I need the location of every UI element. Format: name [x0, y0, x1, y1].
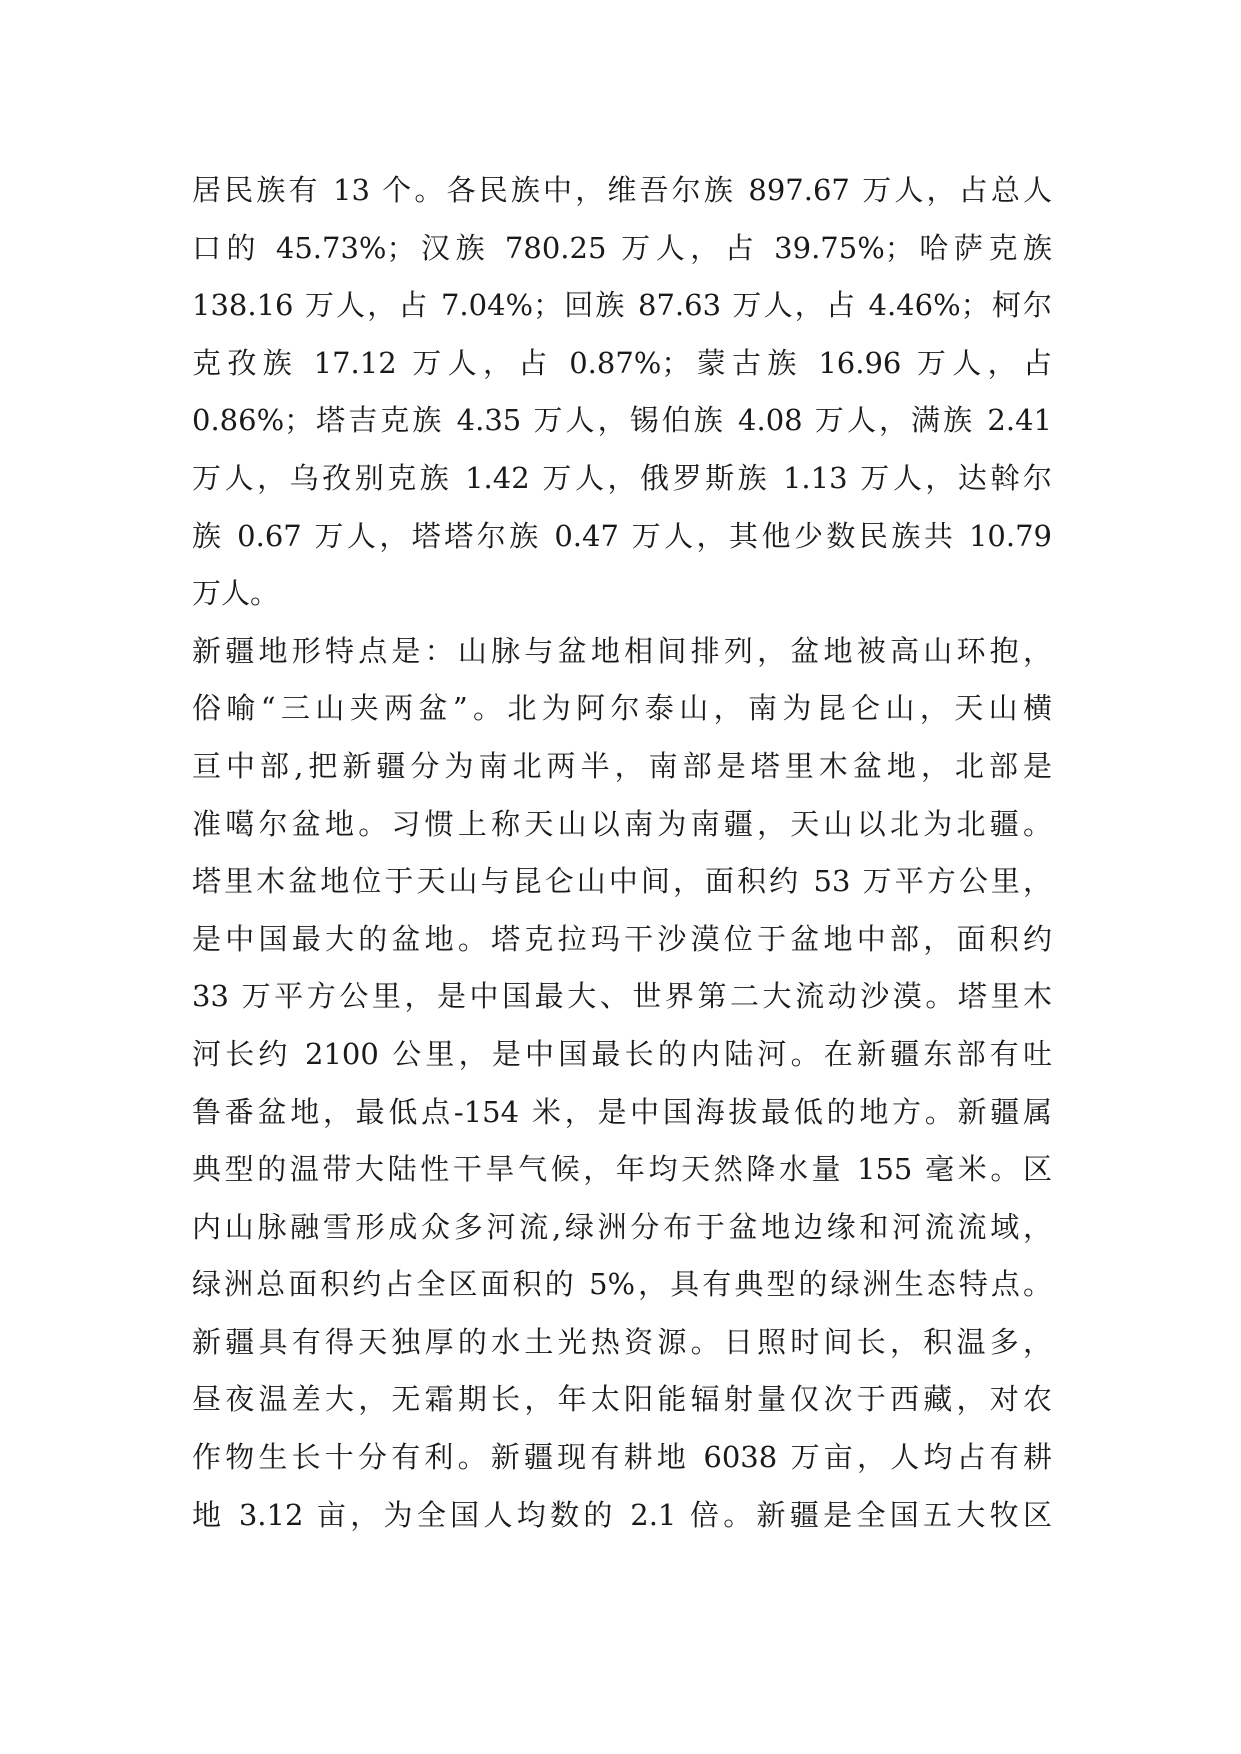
text-line: 亘中部,把新疆分为南北两半，南部是塔里木盆地，北部是: [192, 748, 1052, 783]
text-line: 万人。: [192, 576, 280, 611]
text-line: 新疆具有得天独厚的水土光热资源。日照时间长，积温多，: [192, 1324, 1052, 1359]
text-line: 河长约 2100 公里，是中国最长的内陆河。在新疆东部有吐: [192, 1036, 1052, 1071]
text-line: 俗喻“三山夹两盆”。北为阿尔泰山，南为昆仑山，天山横: [192, 691, 1052, 726]
text-line: 准噶尔盆地。习惯上称天山以南为南疆，天山以北为北疆。: [192, 806, 1052, 841]
text-line: 塔里木盆地位于天山与昆仑山中间，面积约 53 万平方公里，: [192, 864, 1052, 899]
text-line: 鲁番盆地，最低点-154 米，是中国海拔最低的地方。新疆属: [192, 1094, 1052, 1129]
text-line: 典型的温带大陆性干旱气候，年均天然降水量 155 毫米。区: [192, 1152, 1052, 1187]
text-line: 138.16 万人，占 7.04%；回族 87.63 万人，占 4.46%；柯尔: [192, 288, 1052, 323]
text-line: 绿洲总面积约占全区面积的 5%，具有典型的绿洲生态特点。: [192, 1267, 1052, 1302]
text-line: 作物生长十分有利。新疆现有耕地 6038 万亩，人均占有耕: [192, 1440, 1052, 1475]
text-line: 内山脉融雪形成众多河流,绿洲分布于盆地边缘和河流流域，: [192, 1209, 1052, 1244]
text-line: 地 3.12 亩，为全国人均数的 2.1 倍。新疆是全国五大牧区: [192, 1497, 1052, 1532]
text-line: 居民族有 13 个。各民族中，维吾尔族 897.67 万人，占总人: [192, 173, 1052, 207]
text-line: 昼夜温差大，无霜期长，年太阳能辐射量仅次于西藏，对农: [192, 1382, 1052, 1417]
text-line: 是中国最大的盆地。塔克拉玛干沙漠位于盆地中部，面积约: [192, 921, 1052, 956]
text-line: 口的 45.73%；汉族 780.25 万人，占 39.75%；哈萨克族: [192, 230, 1052, 265]
text-line: 克孜族 17.12 万人，占 0.87%；蒙古族 16.96 万人，占: [192, 345, 1052, 380]
text-line: 0.86%；塔吉克族 4.35 万人，锡伯族 4.08 万人，满族 2.41: [192, 403, 1052, 438]
text-line: 新疆地形特点是：山脉与盆地相间排列，盆地被高山环抱，: [192, 633, 1052, 668]
text-line: 万人，乌孜别克族 1.42 万人，俄罗斯族 1.13 万人，达斡尔: [192, 460, 1052, 495]
text-line: 族 0.67 万人，塔塔尔族 0.47 万人，其他少数民族共 10.79: [192, 518, 1052, 553]
document-body: [192, 162, 1052, 1544]
text-line: 33 万平方公里，是中国最大、世界第二大流动沙漠。塔里木: [192, 979, 1052, 1014]
